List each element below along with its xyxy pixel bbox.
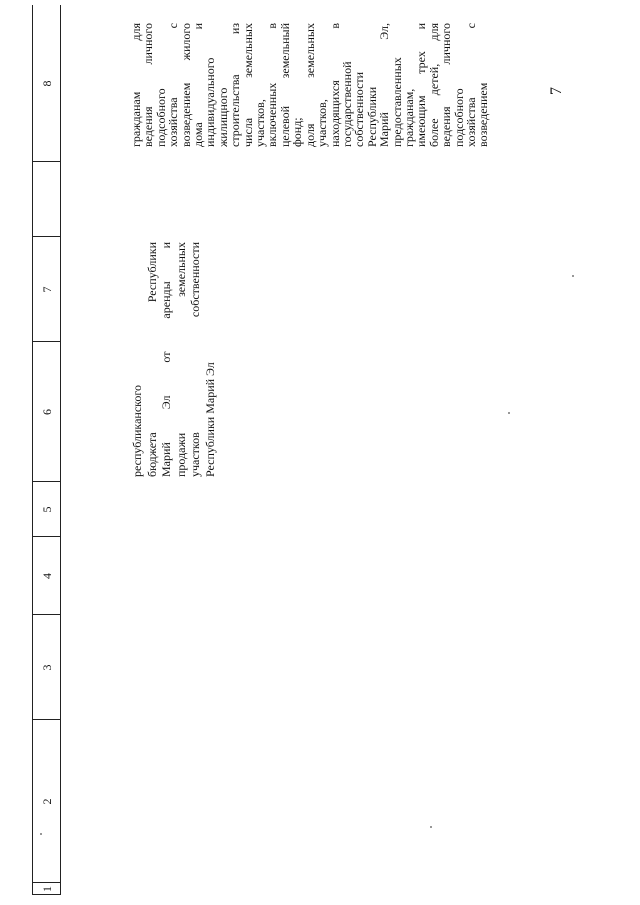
cell-line: участков, [315,99,330,147]
scan-speck [572,275,574,277]
column-number-5: 5 [40,506,54,513]
scan-speck [430,826,432,828]
cell-line: предоставленных [389,57,404,147]
cell-line: числа земельных [240,23,255,147]
cell-line: ведения личного [439,23,454,147]
table-cell-col6 [130,242,217,477]
cell-line: гражданам, [401,88,416,147]
scan-speck [508,412,510,414]
cell-line: собственности [352,71,367,147]
cell-line: Марий Эл от аренды и [159,242,173,477]
cell-line: фонд; [290,117,305,147]
column-number-4: 4 [40,573,54,579]
cell-line: доля земельных [302,23,317,147]
cell-line: Марий Эл, [377,23,392,147]
cell-line: хозяйства с [166,23,181,147]
cell-line: государственной [339,61,354,147]
cell-line: бюджета Республики [144,242,159,477]
column-number-3: 3 [40,664,54,671]
table-cell-col8 [130,23,490,147]
column-number-1: 1 [40,886,54,892]
cell-line: более детей, для [426,23,441,147]
cell-line: строительства из [228,23,243,147]
scan-speck [40,833,42,835]
cell-line: Республики Марий Эл [202,362,217,477]
cell-line: республиканского [130,385,144,477]
cell-line: подсобного [451,88,466,147]
column-number-7: 7 [40,286,54,293]
cell-line: участков, [253,99,268,147]
cell-line: целевой земельный [277,23,292,147]
cell-line: продажи земельных [173,242,188,477]
cell-line: подсобного [153,88,168,147]
table-top-border [32,5,33,895]
column-number-8: 8 [40,80,54,87]
cell-line: индивидуального [203,57,218,147]
column-number-2: 2 [40,798,54,805]
cell-line: Республики [364,86,379,147]
cell-line: участков собственности [188,242,202,477]
cell-line: ведения личного [141,23,156,147]
column-number-6: 6 [40,409,54,415]
cell-line: находящихся в [327,23,342,147]
cell-line: возведением [476,82,491,147]
cell-line: дома и [191,23,206,147]
cell-line: включенных в [265,23,280,147]
cell-line: гражданам для [129,23,143,147]
cell-line: возведением жилого [178,23,193,147]
cell-line: жилищного [215,87,230,147]
cell-line: хозяйства с [463,23,478,147]
page-number: 7 [548,87,565,95]
cell-line: имеющим трех и [414,23,429,147]
table-header-bottom-border [60,5,61,895]
